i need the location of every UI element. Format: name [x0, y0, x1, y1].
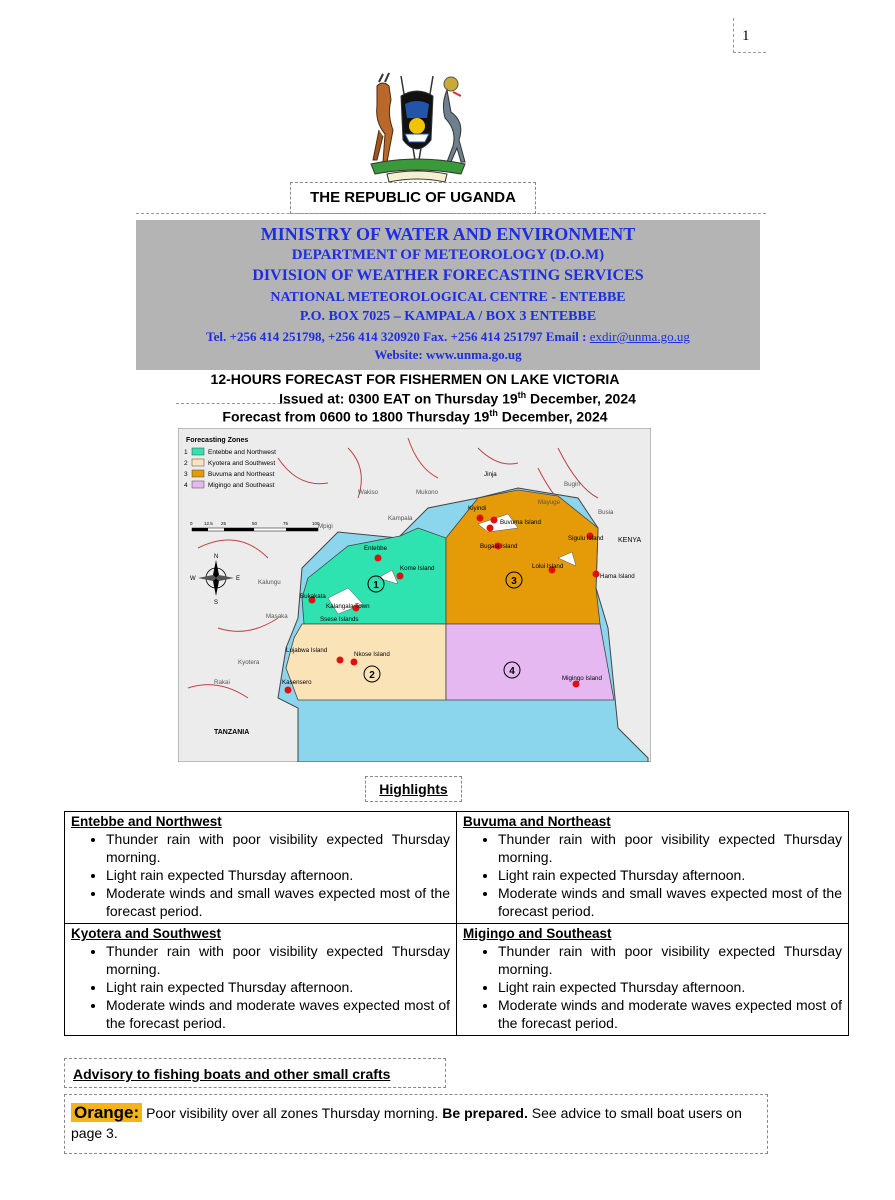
- advisory-text: Poor visibility over all zones Thursday morning.: [142, 1105, 443, 1121]
- website-link[interactable]: Website: www.unma.go.ug: [374, 347, 522, 362]
- zone-name: Buvuma and Northeast: [463, 814, 611, 829]
- legend-num: 1: [184, 449, 188, 456]
- zone-name: Entebbe and Northwest: [71, 814, 222, 829]
- list-item: • Light rain expected Thursday afternoon.: [498, 978, 842, 996]
- place-label: Kyotera: [238, 659, 260, 666]
- place-label: Wakiso: [358, 489, 379, 496]
- zone-2: [286, 624, 446, 700]
- place-label: Kalangala Town: [326, 603, 370, 610]
- place-label: Kiyindi: [468, 505, 487, 512]
- list-item: • Thunder rain with poor visibility expected Thursday morning.: [498, 942, 842, 978]
- po-box: P.O. BOX 7025 – KAMPALA / BOX 3 ENTEBBE: [299, 309, 597, 324]
- legend-num: 4: [184, 482, 188, 489]
- highlights-title: Highlights: [365, 776, 462, 802]
- scale-tick: 25: [221, 521, 227, 526]
- period-sup: th: [489, 408, 498, 418]
- scale-tick: 0: [190, 521, 193, 526]
- list-item: • Moderate winds and small waves expected most of the forecast period.: [106, 884, 450, 920]
- zone-2-number: 2: [369, 670, 375, 681]
- place-label: Hama Island: [600, 573, 635, 580]
- division-name: DIVISION OF WEATHER FORECASTING SERVICES: [252, 267, 644, 284]
- advisory-body: [64, 1094, 768, 1154]
- legend-swatch: [192, 448, 204, 455]
- zone-cell-migingo: [457, 924, 849, 1036]
- place-label: Kome Island: [400, 565, 435, 572]
- republic-name: THE REPUBLIC OF UGANDA: [290, 182, 536, 214]
- divider: [136, 213, 766, 214]
- forecast-title: 12-HOURS FORECAST FOR FISHERMEN ON LAKE VICTORIA: [210, 371, 620, 387]
- scale-tick: 50: [252, 521, 258, 526]
- legend-swatch: [192, 459, 204, 466]
- contact-line: [136, 330, 760, 343]
- uganda-coat-of-arms-icon: [357, 70, 477, 188]
- page-number-frame: [733, 18, 766, 53]
- scale-tick: 100: [312, 521, 320, 526]
- legend-swatch: [192, 470, 204, 477]
- place-label: Entebbe: [364, 545, 388, 552]
- zone-3-number: 3: [511, 576, 517, 587]
- zone-cell-entebbe: [65, 812, 457, 924]
- list-item: • Thunder rain with poor visibility expected Thursday morning.: [106, 830, 450, 866]
- place-label: Kasensero: [282, 679, 312, 686]
- place-label: Bukakata: [300, 593, 326, 600]
- place-label: Busia: [598, 509, 614, 516]
- issued-text: Issued at: 0300 EAT on Thursday 19: [279, 390, 518, 407]
- legend-swatch: [192, 481, 204, 488]
- list-item: • Moderate winds and small waves expected most of the forecast period.: [498, 884, 842, 920]
- compass-n: N: [214, 554, 219, 560]
- compass-s: S: [214, 600, 219, 606]
- place-label: KENYA: [618, 537, 642, 544]
- place-label: Jinja: [484, 471, 497, 478]
- place-label: Mukono: [416, 489, 439, 496]
- place-label: TANZANIA: [214, 729, 250, 736]
- list-item: • Light rain expected Thursday afternoon.: [106, 978, 450, 996]
- zone-4-number: 4: [509, 666, 515, 677]
- place-label: Kalungu: [258, 579, 281, 586]
- list-item: • Moderate winds and moderate waves expected most of the forecast period.: [498, 996, 842, 1032]
- contact-numbers: Tel. +256 414 251798, +256 414 320920 Fax. +256 414 251797 Email :: [206, 329, 587, 344]
- place-label: Sigulu Island: [568, 535, 604, 542]
- period-suffix: December, 2024: [497, 408, 608, 425]
- legend-title: Forecasting Zones: [186, 437, 249, 444]
- place-label: Masaka: [266, 613, 288, 620]
- legend-label: Kyotera and Southwest: [208, 460, 276, 467]
- zone-cell-buvuma: [457, 812, 849, 924]
- place-label: Migingo Island: [562, 675, 602, 682]
- legend-label: Migingo and Southeast: [208, 482, 275, 489]
- period-line: [150, 408, 680, 425]
- email-link[interactable]: exdir@unma.go.ug: [589, 329, 690, 344]
- zone-name: Migingo and Southeast: [463, 926, 612, 941]
- place-label: Ssese Islands: [320, 616, 359, 623]
- list-item: • Moderate winds and moderate waves expected most of the forecast period.: [106, 996, 450, 1032]
- zone-name: Kyotera and Southwest: [71, 926, 222, 941]
- zone-cell-kyotera: [65, 924, 457, 1036]
- highlights-table: [64, 811, 849, 1036]
- issued-sup: th: [517, 390, 527, 400]
- list-item: • Thunder rain with poor visibility expected Thursday morning.: [106, 942, 450, 978]
- place-label: Kampala: [388, 515, 413, 522]
- advisory-level-badge: Orange:: [71, 1103, 142, 1122]
- place-label: Bugiri: [564, 481, 580, 488]
- issued-suffix: December, 2024: [526, 390, 636, 407]
- ministry-name: MINISTRY OF WATER AND ENVIRONMENT: [260, 224, 636, 244]
- list-item: • Light rain expected Thursday afternoon.: [498, 866, 842, 884]
- compass-w: W: [190, 576, 196, 582]
- list-item: • Thunder rain with poor visibility expected Thursday morning.: [498, 830, 842, 866]
- advisory-title: Advisory to fishing boats and other small crafts: [64, 1058, 446, 1088]
- ministry-header: [136, 220, 760, 370]
- page-number: 1: [742, 28, 750, 44]
- place-label: Lolui Island: [532, 563, 564, 570]
- legend-num: 2: [184, 460, 188, 467]
- place-label: Mpigi: [318, 523, 333, 530]
- period-text: Forecast from 0600 to 1800 Thursday 19: [222, 408, 490, 425]
- scale-tick: 12.5: [204, 521, 213, 526]
- issued-line: [200, 390, 715, 407]
- forecast-zones-map: [178, 428, 651, 762]
- legend-num: 3: [184, 471, 188, 478]
- legend-label: Buvuma and Northeast: [208, 471, 275, 478]
- list-item: • Light rain expected Thursday afternoon.: [106, 866, 450, 884]
- department-name: DEPARTMENT OF METEOROLOGY (D.O.M): [291, 247, 605, 263]
- advisory-text-2: See advice to small boat users on page 3.: [71, 1105, 742, 1141]
- scale-tick: 75: [283, 521, 289, 526]
- place-label: Rakai: [214, 679, 230, 686]
- advisory-emphasis: Be prepared.: [442, 1105, 528, 1121]
- centre-name: NATIONAL METEOROLOGICAL CENTRE - ENTEBBE: [270, 290, 626, 305]
- zone-1-number: 1: [373, 580, 379, 591]
- place-label: Buvuma Island: [500, 519, 541, 526]
- place-label: Nkose Island: [354, 651, 390, 658]
- place-label: Bugaia Island: [480, 543, 518, 550]
- compass-e: E: [236, 576, 241, 582]
- legend-label: Entebbe and Northwest: [208, 449, 276, 456]
- place-label: Mayuge: [538, 499, 561, 506]
- zone-4: [446, 624, 614, 700]
- place-label: Lujabwa Island: [286, 647, 328, 654]
